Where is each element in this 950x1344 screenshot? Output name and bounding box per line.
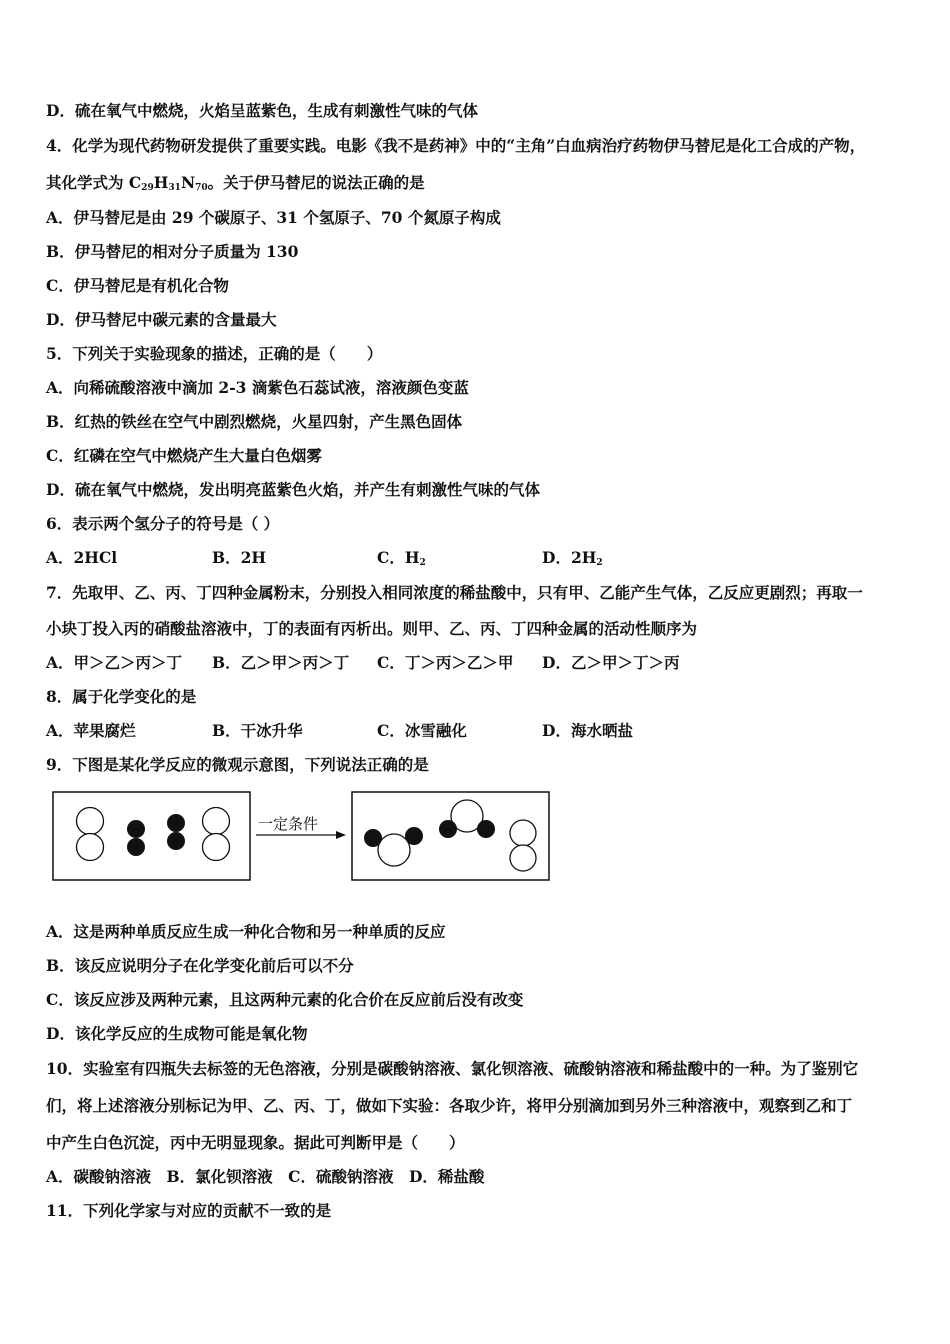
q9-option-b: B．该反应说明分子在化学变化前后可以不分 [46, 956, 354, 975]
q6-option-b: B．2H [212, 548, 267, 567]
q9-stem: 9．下图是某化学反应的微观示意图，下列说法正确的是 [46, 755, 429, 774]
q4-option-d: D．伊马替尼中碳元素的含量最大 [46, 310, 277, 329]
q4-formula-sub-c: 29 [141, 183, 154, 193]
product-molecule-1 [364, 827, 423, 866]
q4-formula-n: N [180, 173, 196, 192]
q4-formula-h: H [153, 173, 169, 192]
q8-stem: 8．属于化学变化的是 [46, 687, 197, 706]
q4-option-b: B．伊马替尼的相对分子质量为 130 [46, 242, 299, 261]
q10-stem-line1: 10．实验室有四瓶失去标签的无色溶液，分别是碳酸钠溶液、氯化钡溶液、硫酸钠溶液和稀盐酸中的一种。为了鉴别它 [46, 1059, 859, 1078]
q4-formula-prefix: 其化学式为 C [46, 173, 142, 192]
reactant-molecule-black-1 [127, 820, 145, 856]
q7-stem-line2: 小块丁投入丙的硝酸盐溶液中，丁的表面有丙析出。则甲、乙、丙、丁四种金属的活动性顺序为 [46, 619, 698, 638]
product-molecule-white [510, 820, 536, 871]
reactant-molecule-black-2 [167, 814, 185, 850]
q8-option-d: D．海水晒盐 [542, 721, 633, 740]
q5-stem: 5．下列关于实验现象的描述，正确的是（ ） [46, 344, 383, 363]
q8-option-c: C．冰雪融化 [377, 721, 467, 740]
q10-stem-line2: 们，将上述溶液分别标记为甲、乙、丙、丁，做如下实验：各取少许，将甲分别滴加到另外三种溶液中，观察到乙和丁 [46, 1096, 853, 1115]
q7-stem-line1: 7．先取甲、乙、丙、丁四种金属粉末，分别投入相同浓度的稀盐酸中，只有甲、乙能产生气体，乙反应更剧烈；再取一 [46, 583, 863, 602]
q9-option-a: A．这是两种单质反应生成一种化合物和另一种单质的反应 [46, 922, 446, 941]
product-molecule-2 [439, 800, 495, 838]
q7-option-d: D．乙＞甲＞丁＞丙 [542, 653, 680, 672]
q4-option-a: A．伊马替尼是由 29 个碳原子、31 个氢原子、70 个氮原子构成 [46, 208, 501, 227]
q10-options: A．碳酸钠溶液 B．氯化钡溶液 C．硫酸钠溶液 D．稀盐酸 [46, 1167, 485, 1186]
q8-option-b: B．干冰升华 [212, 721, 303, 740]
q5-option-d: D．硫在氧气中燃烧，发出明亮蓝紫色火焰，并产生有刺激性气味的气体 [46, 480, 540, 499]
reaction-arrow-head [336, 831, 346, 839]
q5-option-a: A．向稀硫酸溶液中滴加 2-3 滴紫色石蕊试液，溶液颜色变蓝 [46, 378, 469, 397]
q4-stem-line1: 4．化学为现代药物研发提供了重要实践。电影《我不是药神》中的“主角”白血病治疗药物伊马替尼是化工合成的产物， [46, 136, 866, 155]
q8-options [46, 721, 746, 741]
q6-option-d-sub: 2 [596, 558, 603, 568]
q6-options [46, 548, 746, 568]
q6-stem: 6．表示两个氢分子的符号是（ ） [46, 514, 280, 533]
q4-formula-sub-h: 31 [168, 183, 181, 193]
q10-stem-line3: 中产生白色沉淀，丙中无明显现象。据此可判断甲是（ ） [46, 1133, 465, 1152]
q6-option-c-sub: 2 [419, 558, 426, 568]
reactant-molecule-white-2 [203, 808, 230, 861]
q7-option-b: B．乙＞甲＞丙＞丁 [212, 653, 350, 672]
q4-option-c: C．伊马替尼是有机化合物 [46, 276, 229, 295]
q9-reaction-diagram [52, 788, 552, 883]
q11-stem: 11．下列化学家与对应的贡献不一致的是 [46, 1201, 332, 1220]
q8-option-a: A．苹果腐烂 [46, 721, 136, 740]
q7-options [46, 653, 746, 673]
arrow-label: 一定条件 [258, 816, 319, 833]
q6-option-c-text: C．H [377, 548, 420, 567]
q7-option-c: C．丁＞丙＞乙＞甲 [377, 653, 514, 672]
q6-option-d-text: D．2H [542, 548, 597, 567]
q4-formula-sub-n: 70 [195, 183, 208, 193]
q6-option-c [377, 548, 426, 573]
q7-option-a: A．甲＞乙＞丙＞丁 [46, 653, 183, 672]
q9-option-d: D．该化学反应的生成物可能是氧化物 [46, 1024, 308, 1043]
q5-option-c: C．红磷在空气中燃烧产生大量白色烟雾 [46, 446, 322, 465]
q4-stem-suffix: 。关于伊马替尼的说法正确的是 [207, 173, 425, 192]
q5-option-b: B．红热的铁丝在空气中剧烈燃烧，火星四射，产生黑色固体 [46, 412, 463, 431]
q4-stem-line2 [46, 173, 425, 198]
q9-option-c: C．该反应涉及两种元素，且这两种元素的化合价在反应前后没有改变 [46, 990, 524, 1009]
q6-option-d [542, 548, 603, 573]
q3-option-d: D．硫在氧气中燃烧，火焰呈蓝紫色，生成有刺激性气味的气体 [46, 101, 478, 120]
q6-option-a: A．2HCl [46, 548, 118, 567]
reactant-molecule-white-1 [77, 808, 104, 861]
